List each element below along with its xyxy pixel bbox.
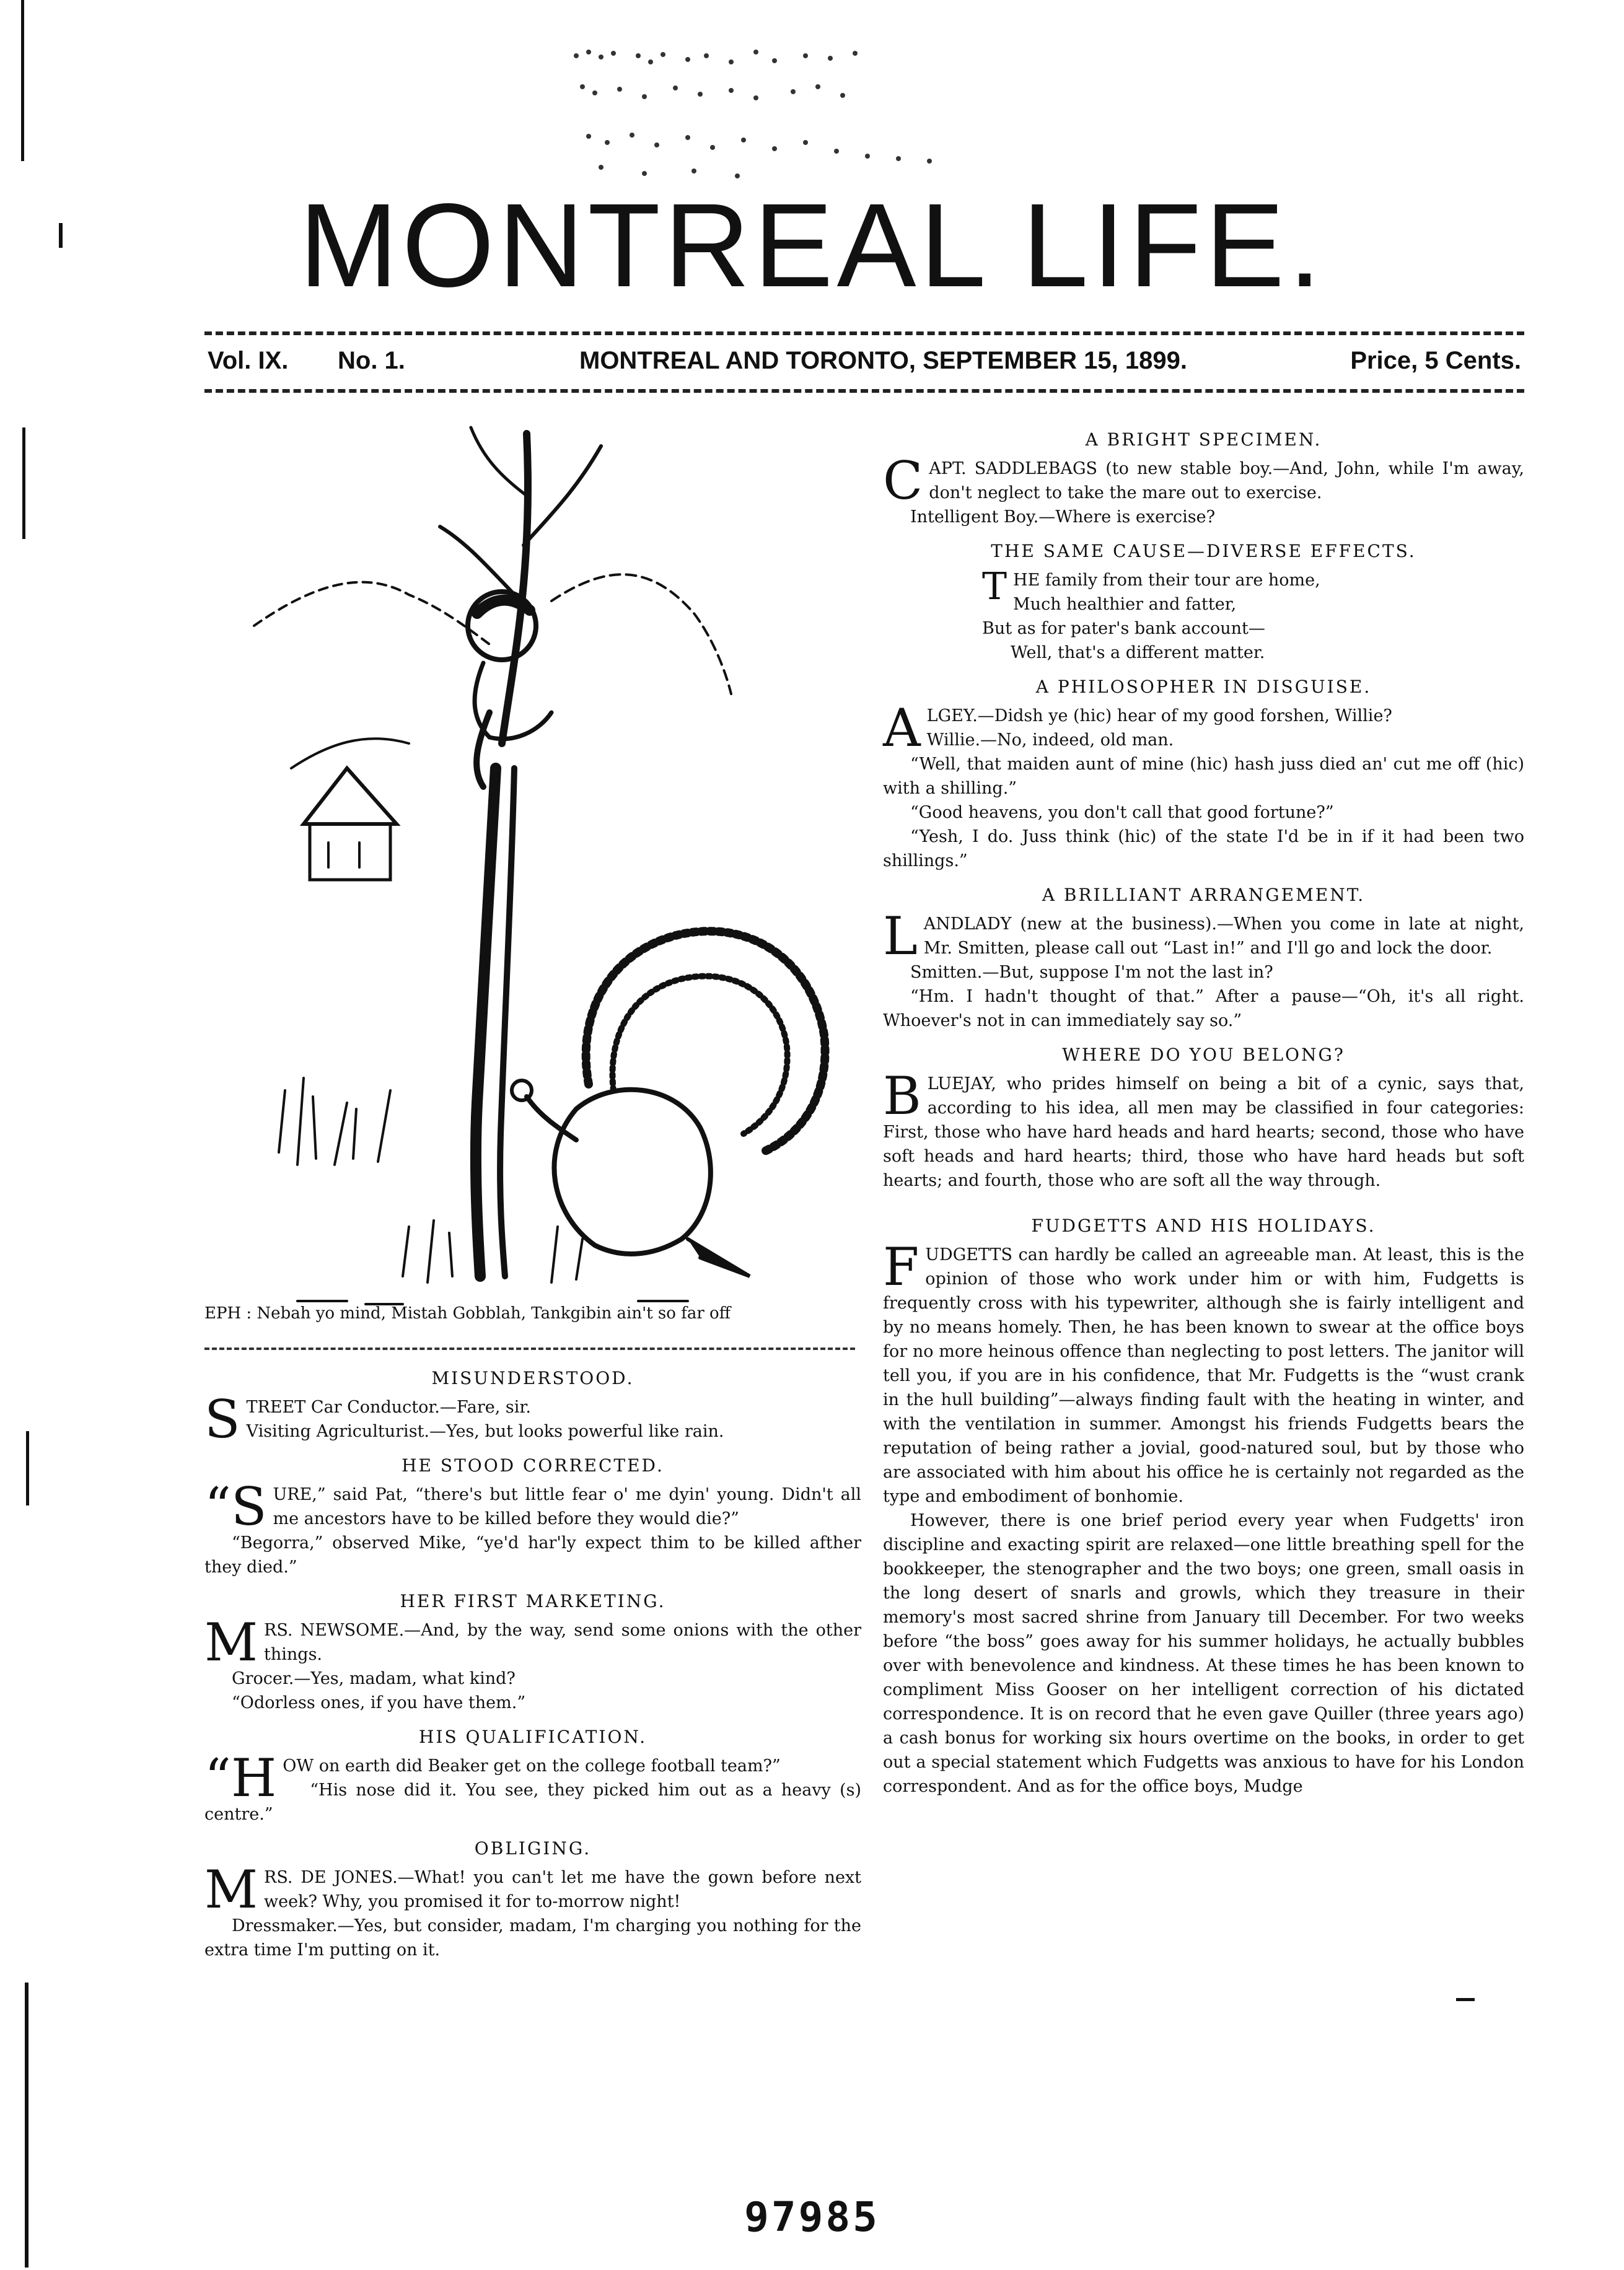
- heading-he-stood-corrected: HE STOOD CORRECTED.: [402, 1455, 664, 1476]
- heading-qualification: HIS QUALIFICATION.: [418, 1727, 647, 1747]
- scan-edge-mark: [1456, 1998, 1475, 2001]
- dropcap: F: [883, 1237, 920, 1297]
- dropcap: B: [883, 1066, 921, 1126]
- article-philosopher: [883, 698, 1524, 758]
- dropcap-letter: H: [230, 1748, 277, 1808]
- article-fudgetts: [883, 1237, 1524, 1509]
- article-text: Willie.—No, indeed, old man.: [926, 730, 1174, 750]
- quote-mark: “: [204, 1476, 231, 1537]
- article-text: LUEJAY, who prides himself on being a bit of a cynic, says that, according to his idea, all men may be classified in four categories: First, those who have hard heads and hard hearts; second, those who have soft heads and hard hearts; third, those who have hard heads but soft hearts; and fourth, those who are soft all the way through.: [883, 1074, 1524, 1190]
- article-line: TREET Car Conductor.—Fare, sir.: [246, 1398, 531, 1417]
- poem-line: But as for pater's bank account—: [982, 619, 1265, 638]
- article-text: “Yesh, I do. Juss think (hic) of the state I'd be in if it had been two shillings.”: [883, 827, 1524, 870]
- dropcap: M: [204, 1612, 258, 1673]
- article-text: Grocer.—Yes, madam, what kind?: [232, 1669, 516, 1688]
- article-bright-specimen: [883, 450, 1524, 511]
- quote-mark: “: [204, 1748, 231, 1808]
- article-text: OW on earth did Beaker get on the college football team?”: [283, 1756, 781, 1776]
- masthead-rule-top: [204, 331, 1524, 335]
- heading-where-do-you-belong: WHERE DO YOU BELONG?: [1062, 1045, 1345, 1065]
- volume-label: Vol. IX.: [208, 347, 289, 374]
- heading-first-marketing: HER FIRST MARKETING.: [400, 1591, 666, 1611]
- article-text: “Odorless ones, if you have them.”: [232, 1693, 526, 1712]
- number-label: No. 1.: [338, 347, 405, 374]
- dropcap: S: [204, 1389, 240, 1450]
- article-text: Dressmaker.—Yes, but consider, madam, I'm charging you nothing for the extra time I'm putting on it.: [204, 1916, 861, 1960]
- article-where-do-you-belong: [883, 1066, 1524, 1193]
- article-text: However, there is one brief period every year when Fudgetts' iron discipline and exacting spirit are relaxed—one little breathing spell for the bookkeeper, the stenographer and the two boys; one green, small oasis in the long desert of snarls and growls, which they treasure in their memory's most sacred shrine from January till December. For two weeks before “the boss” goes away for his summer holidays, he actually bubbles over with benevolence and kindness. At these times he has been known to compliment Miss Gooser on her intelligent correction of his dictated correspondence. It is on record that he even gave Quiller (three years ago) a cash bonus for working six hours overtime on the books, in order to get out a special statement which Fudgetts was anxious to have for his London correspondent. And as for the office boys, Mudge: [883, 1511, 1524, 1796]
- masthead-title: MONTREAL LIFE.: [299, 178, 1325, 312]
- dropcap: [204, 1748, 277, 1808]
- dropcap: [204, 1476, 267, 1537]
- right-column: [883, 427, 1524, 1799]
- illustration-caption: EPH : Nebah yo mind, Mistah Gobblah, Tankgibin ain't so far off: [204, 1304, 731, 1323]
- article-brilliant-arrangement: [883, 906, 1524, 966]
- scan-edge-mark: [21, 0, 24, 161]
- poem-line-text: HE family from their tour are home,: [1013, 571, 1320, 590]
- article-text: “Good heavens, you don't call that good fortune?”: [910, 803, 1334, 822]
- scan-edge-mark: [22, 427, 25, 539]
- heading-same-cause: THE SAME CAUSE—DIVERSE EFFECTS.: [991, 541, 1416, 561]
- article-line: Visiting Agriculturist.—Yes, but looks powerful like rain.: [246, 1422, 724, 1441]
- article-first-marketing: [204, 1612, 861, 1673]
- article-text: ANDLADY (new at the business).—When you come in late at night, Mr. Smitten, please call out “Last in!” and I'll go and lock the door.: [923, 914, 1524, 958]
- article-text: UDGETTS can hardly be called an agreeable man. At least, this is the opinion of those who work under him or with him, Fudgetts is frequently cross with his typewriter, although she is fairly intelligent and by no means homely. Then, he has been known to swear at the office boys for no more heinous offence than neglecting to post letters. The janitor will tell you, if you are in his confidence, that Mr. Fudgetts is the “wust crank in the hull building”—always finding fault with the heating in winter, and with the ventilation in summer. Amongst his friends Fudgetts bears the reputation of being rather a jovial, good-natured soul, but by those who are associated with him about his office he is certainly not regarded as the type and embodiment of bonhomie.: [883, 1245, 1524, 1506]
- article-text: URE,” said Pat, “there's but little fear o' me dyin' young. Didn't all me ancestors have to be killed before they would die?”: [273, 1485, 861, 1528]
- article-text: LGEY.—Didsh ye (hic) hear of my good forshen, Willie?: [926, 706, 1392, 725]
- heading-misunderstood: MISUNDERSTOOD.: [431, 1368, 634, 1388]
- dropcap: C: [883, 450, 923, 511]
- heading-brilliant-arrangement: A BRILLIANT ARRANGEMENT.: [1042, 885, 1366, 905]
- article-text: “His nose did it. You see, they picked him out as a heavy (s) centre.”: [204, 1781, 861, 1824]
- price-label: Price, 5 Cents.: [1350, 347, 1521, 374]
- place-date: MONTREAL AND TORONTO, SEPTEMBER 15, 1899.: [579, 347, 1187, 374]
- poem-line: Much healthier and fatter,: [1013, 595, 1237, 614]
- masthead-rule-bottom: [204, 389, 1524, 393]
- article-text: Smitten.—But, suppose I'm not the last in?: [910, 963, 1273, 982]
- article-obliging: [204, 1859, 861, 1920]
- article-he-stood-corrected: [204, 1476, 861, 1537]
- scan-edge-mark: [26, 1431, 29, 1505]
- accession-number: 97985: [744, 2193, 880, 2241]
- dropcap-letter: S: [230, 1476, 267, 1537]
- poem-same-cause: [883, 565, 1524, 665]
- perforated-stamp: [570, 43, 954, 192]
- article-text: “Hm. I hadn't thought of that.” After a pause—“Oh, it's all right. Whoever's not in can immediately say so.”: [883, 987, 1524, 1030]
- article-text: RS. DE JONES.—What! you can't let me have the gown before next week? Why, you promised it for to-morrow night!: [264, 1868, 861, 1911]
- article-text: APT. SADDLEBAGS (to new stable boy.—And, John, while I'm away, don't neglect to take the mare out to exercise.: [929, 459, 1524, 502]
- dropcap: L: [883, 906, 918, 966]
- caption-rule: [204, 1348, 855, 1350]
- article-text: RS. NEWSOME.—And, by the way, send some onions with the other things.: [264, 1621, 861, 1664]
- dropcap: M: [204, 1859, 258, 1920]
- heading-obliging: OBLIGING.: [474, 1838, 592, 1859]
- article-misunderstood: [204, 1389, 861, 1450]
- article-text: “Begorra,” observed Mike, “ye'd har'ly expect thim to be killed afther they died.”: [204, 1533, 861, 1577]
- left-column: [204, 1366, 861, 1962]
- poem-line: Well, that's a different matter.: [1011, 643, 1265, 662]
- dropcap: T: [982, 565, 1007, 608]
- article-text: Intelligent Boy.—Where is exercise?: [910, 507, 1216, 527]
- heading-bright-specimen: A BRIGHT SPECIMEN.: [1085, 429, 1322, 450]
- dropcap: A: [883, 698, 921, 758]
- issue-line: [208, 347, 1521, 390]
- cartoon-illustration: [204, 421, 867, 1313]
- article-text: “Well, that maiden aunt of mine (hic) hash juss died an' cut me off (hic) with a shilling.”: [883, 755, 1524, 798]
- heading-philosopher: A PHILOSOPHER IN DISGUISE.: [1035, 677, 1372, 697]
- heading-fudgetts: FUDGETTS AND HIS HOLIDAYS.: [1031, 1216, 1376, 1236]
